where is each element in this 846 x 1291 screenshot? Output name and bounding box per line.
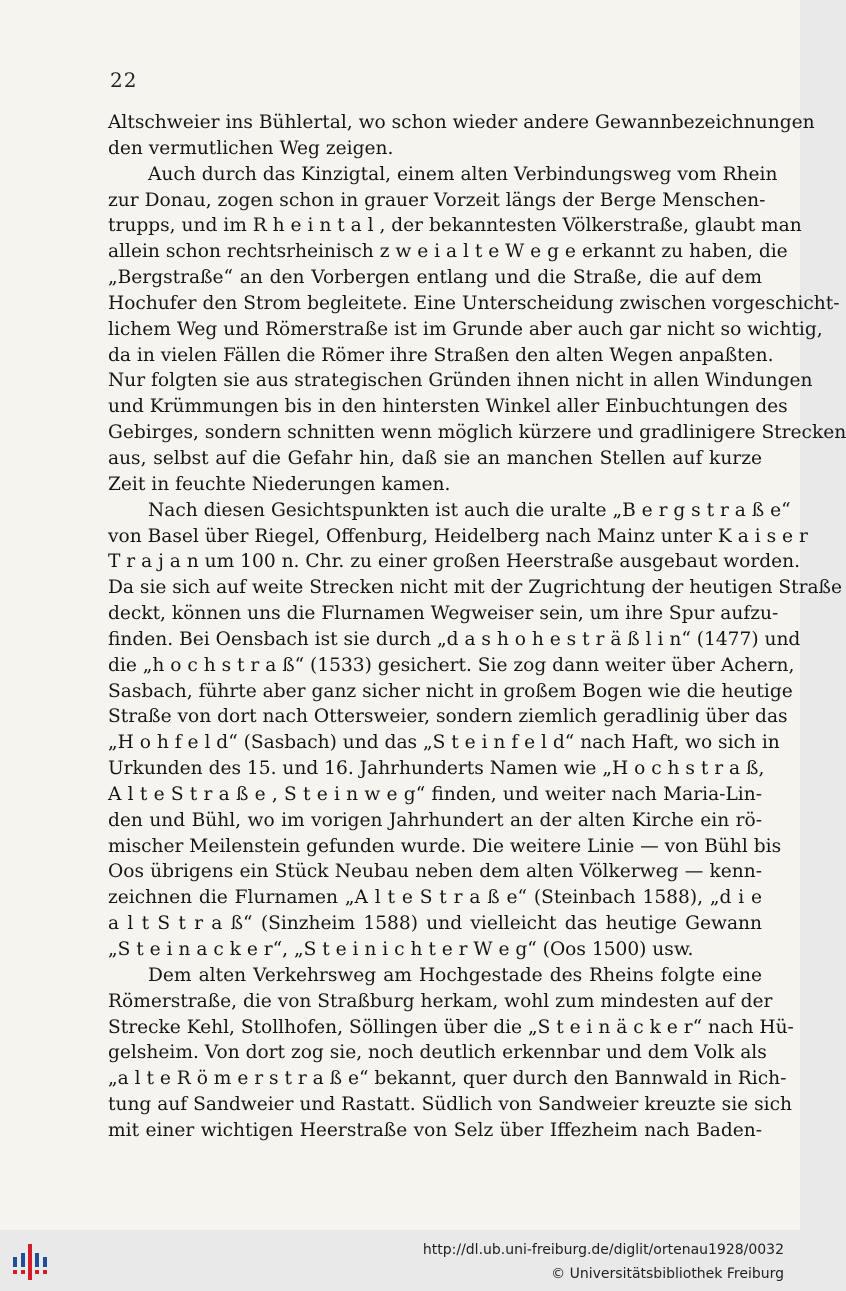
text-line: lichem Weg und Römerstraße ist im Grunde aber auch gar nicht so wichtig, <box>108 318 823 340</box>
text-line: Auch durch das Kinzigtal, einem alten Verbindungsweg vom Rhein <box>148 163 778 185</box>
text-line: zur Donau, zogen schon in grauer Vorzeit längs der Berge Menschen- <box>108 189 766 211</box>
body-text <box>108 110 846 1144</box>
text-line: „H o h f e l d“ (Sasbach) und das „S t e i n f e l d“ nach Haft, wo sich in <box>108 732 780 754</box>
text-line: Römerstraße, die von Straßburg herkam, wohl zum mindesten auf der <box>108 990 773 1012</box>
text-line: trupps, und im R h e i n t a l , der bekanntesten Völkerstraße, glaubt man <box>108 215 802 237</box>
text-line: Nur folgten sie aus strategischen Gründen ihnen nicht in allen Windungen <box>108 370 813 392</box>
text-line: den vermutlichen Weg zeigen. <box>108 137 394 159</box>
permalink-url[interactable]: http://dl.ub.uni-freiburg.de/diglit/ortenau1928/0032 <box>422 1242 784 1258</box>
text-line: zeichnen die Flurnamen „A l t e S t r a ß e“ (Steinbach 1588), „d i e <box>108 887 762 909</box>
text-line: tung auf Sandweier und Rastatt. Südlich von Sandweier kreuzte sie sich <box>108 1094 792 1116</box>
text-line: gelsheim. Von dort zog sie, noch deutlich erkennbar und dem Volk als <box>108 1042 767 1064</box>
text-line: Urkunden des 15. und 16. Jahrhunderts Namen wie „H o c h s t r a ß, <box>108 758 765 780</box>
text-line: „S t e i n a c k e r“, „S t e i n i c h t e r W e g“ (Oos 1500) usw. <box>108 939 694 960</box>
text-line: A l t e S t r a ß e , S t e i n w e g“ finden, und weiter nach Maria-Lin- <box>108 783 762 805</box>
text-line: Oos übrigens ein Stück Neubau neben dem alten Völkerweg — kenn- <box>108 861 762 883</box>
copyright-notice: © Universitätsbibliothek Freiburg <box>551 1266 784 1282</box>
text-line: da in vielen Fällen die Römer ihre Straßen den alten Wegen anpaßten. <box>108 344 774 366</box>
text-line: allein schon rechtsrheinisch z w e i a l t e W e g e erkannt zu haben, die <box>108 241 788 263</box>
text-line: mischer Meilenstein gefunden wurde. Die weitere Linie — von Bühl bis <box>108 835 782 857</box>
text-line: und Krümmungen bis in den hintersten Winkel aller Einbuchtungen des <box>108 396 788 418</box>
text-line: Gebirges, sondern schnitten wenn möglich kürzere und gradlinigere Strecken <box>108 422 846 444</box>
text-line: finden. Bei Oensbach ist sie durch „d a s h o h e s t r ä ß l i n“ (1477) und <box>108 628 801 650</box>
text-line: „a l t e R ö m e r s t r a ß e“ bekannt, quer durch den Bannwald in Rich- <box>108 1068 787 1090</box>
text-line: Straße von dort nach Ottersweier, sondern ziemlich geradlinig über das <box>108 706 788 728</box>
text-line: Strecke Kehl, Stollhofen, Söllingen über die „S t e i n ä c k e r“ nach Hü- <box>108 1016 794 1038</box>
ub-freiburg-logo-icon[interactable] <box>10 1242 50 1282</box>
text-line: „Bergstraße“ an den Vorbergen entlang und die Straße, die auf dem <box>108 267 762 289</box>
text-line: deckt, können uns die Flurnamen Wegweiser sein, um ihre Spur aufzu- <box>108 603 779 625</box>
text-line: T r a j a n um 100 n. Chr. zu einer großen Heerstraße ausgebaut worden. <box>108 551 801 573</box>
text-line: Sasbach, führte aber ganz sicher nicht in großem Bogen wie die heutige <box>108 680 793 702</box>
text-line: von Basel über Riegel, Offenburg, Heidelberg nach Mainz unter K a i s e r <box>108 525 808 547</box>
text-line: Altschweier ins Bühlertal, wo schon wieder andere Gewannbezeichnungen <box>108 112 815 133</box>
text-line: Nach diesen Gesichtspunkten ist auch die uralte „B e r g s t r a ß e“ <box>148 499 791 521</box>
text-line: Dem alten Verkehrsweg am Hochgestade des Rheins folgte eine <box>148 964 762 986</box>
text-line: a l t S t r a ß“ (Sinzheim 1588) und vielleicht das heutige Gewann <box>108 913 762 935</box>
text-line: mit einer wichtigen Heerstraße von Selz über Iffezheim nach Baden- <box>108 1119 762 1141</box>
text-line: die „h o c h s t r a ß“ (1533) gesichert. Sie zog dann weiter über Achern, <box>108 654 795 676</box>
text-line: aus, selbst auf die Gefahr hin, daß sie an manchen Stellen auf kurze <box>108 447 762 469</box>
text-line: Zeit in feuchte Niederungen kamen. <box>108 473 451 495</box>
text-line: den und Bühl, wo im vorigen Jahrhundert an der alten Kirche ein rö- <box>108 809 762 831</box>
page-number: 22 <box>110 68 138 92</box>
text-line: Da sie sich auf weite Strecken nicht mit der Zugrichtung der heutigen Straße <box>108 577 842 599</box>
viewer-footer <box>0 1230 800 1291</box>
text-line: Hochufer den Strom begleitete. Eine Unterscheidung zwischen vorgeschicht- <box>108 292 840 314</box>
